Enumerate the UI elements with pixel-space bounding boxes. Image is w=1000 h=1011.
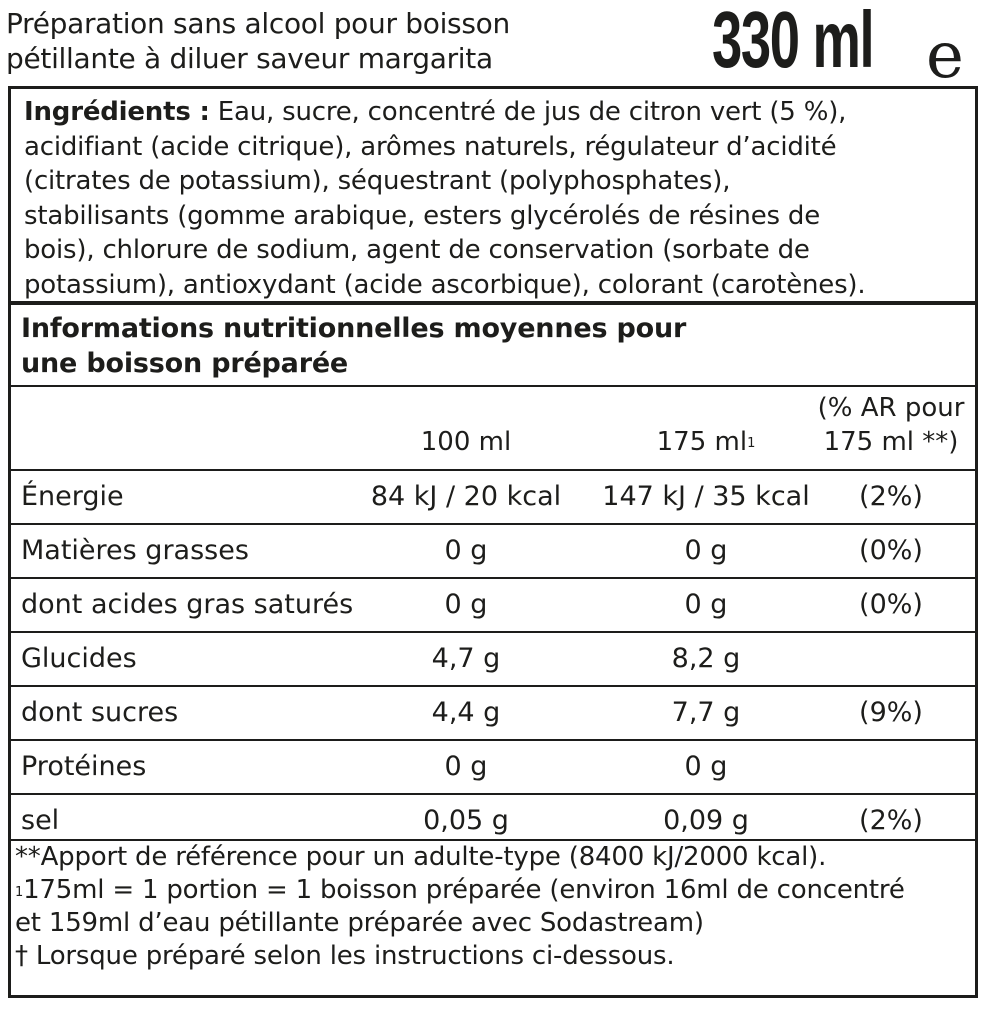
- ingredients-line-5: bois), chlorure de sodium, agent de conservation (sorbate de: [24, 235, 810, 265]
- footnote-portion-text: 175ml = 1 portion = 1 boisson préparée (environ 16ml de concentré: [23, 875, 905, 905]
- row-value-ar: (2%): [859, 805, 923, 836]
- row-value-ar: (0%): [859, 535, 923, 566]
- row-value-100ml: 84 kJ / 20 kcal: [370, 481, 562, 512]
- row-value-175ml: 0 g: [684, 589, 728, 620]
- row-label: dont sucres: [21, 697, 179, 728]
- row-label: Glucides: [21, 643, 137, 674]
- volume-label: 330 ml: [712, 0, 874, 84]
- row-value-175ml: 8,2 g: [671, 643, 741, 674]
- ingredients-line-4: stabilisants (gomme arabique, esters glycérolés de résines de: [24, 200, 820, 231]
- ingredients-label: Ingrédients :: [24, 97, 210, 127]
- nutrition-row-proteins: [11, 741, 975, 793]
- row-value-175ml: 0 g: [684, 535, 728, 566]
- row-value-100ml: 4,7 g: [431, 643, 501, 674]
- row-value-100ml: 0,05 g: [423, 805, 509, 836]
- footnote-prepared-text: Lorsque préparé selon les instructions ci-dessous.: [27, 941, 675, 971]
- row-label: Matières grasses: [21, 535, 249, 566]
- row-value-175ml: 0 g: [684, 751, 728, 782]
- row-value-100ml: 0 g: [444, 751, 488, 782]
- row-label: dont acides gras saturés: [21, 589, 354, 620]
- footnote-prepared: [15, 940, 975, 973]
- row-label: sel: [21, 805, 60, 836]
- nutrition-row-sugars: [11, 687, 975, 739]
- column-header-ar-line-1: (% AR pour: [817, 393, 965, 423]
- row-value-100ml: 4,4 g: [431, 697, 501, 728]
- ingredients-block: [24, 95, 974, 302]
- nutrition-row-saturated-fat: [11, 579, 975, 631]
- column-header-ar-line-2: 175 ml **): [823, 427, 959, 457]
- footnote-portion-line-1: [15, 874, 975, 907]
- nutrition-row-fat: [11, 525, 975, 577]
- product-title-line-2: pétillante à diluer saveur margarita: [6, 42, 493, 75]
- ingredients-line-2: acidifiant (acide citrique), arômes naturels, régulateur d’acidité: [24, 131, 837, 162]
- column-header-ar: [801, 391, 981, 459]
- row-value-100ml: 0 g: [444, 589, 488, 620]
- row-value-ar: [831, 633, 951, 685]
- divider-title: [11, 385, 975, 387]
- row-value-175ml: 7,7 g: [671, 697, 741, 728]
- divider-ingredients: [11, 301, 975, 305]
- estimated-e-mark: e: [926, 19, 964, 93]
- product-title: [6, 6, 510, 76]
- nutrition-row-energy: [11, 471, 975, 523]
- row-value-175ml: 147 kJ / 35 kcal: [602, 481, 810, 512]
- footnotes: [15, 841, 975, 973]
- footnote-portion-sup: 1: [15, 885, 24, 900]
- ingredients-line-6: potassium), antioxydant (acide ascorbique), colorant (carotènes).: [24, 269, 866, 300]
- column-header-175ml: [601, 425, 811, 459]
- row-value-ar: (2%): [859, 481, 923, 512]
- nutrition-panel: [8, 86, 978, 998]
- footnote-dagger-mark: †: [15, 941, 28, 971]
- label-header: [0, 0, 1000, 93]
- nutrition-row-carbohydrates: [11, 633, 975, 685]
- row-value-100ml: 0 g: [444, 535, 488, 566]
- nutrition-title: [21, 311, 686, 381]
- row-label: Énergie: [21, 481, 124, 512]
- nutrition-title-line-1: Informations nutritionnelles moyennes pour: [21, 313, 687, 344]
- column-header-100ml: 100 ml: [420, 427, 512, 457]
- row-label: Protéines: [21, 751, 147, 782]
- nutrition-title-line-2: une boisson préparée: [21, 348, 349, 379]
- row-value-175ml: 0,09 g: [663, 805, 749, 836]
- ingredients-line-3: (citrates de potassium), séquestrant (polyphosphates),: [24, 166, 731, 196]
- column-header-175ml-label: 175 ml: [656, 427, 748, 457]
- row-value-ar: (9%): [859, 697, 923, 728]
- footnote-portion-line-2: et 159ml d’eau pétillante préparée avec Sodastream): [15, 908, 704, 938]
- column-header-175ml-sup: 1: [747, 436, 756, 451]
- row-value-ar: [831, 741, 951, 793]
- product-title-line-1: Préparation sans alcool pour boisson: [6, 7, 510, 40]
- ingredients-line-1: Eau, sucre, concentré de jus de citron vert (5 %),: [209, 97, 847, 127]
- footnote-reference-intake: **Apport de référence pour un adulte-type (8400 kJ/2000 kcal).: [15, 842, 827, 872]
- row-value-ar: (0%): [859, 589, 923, 620]
